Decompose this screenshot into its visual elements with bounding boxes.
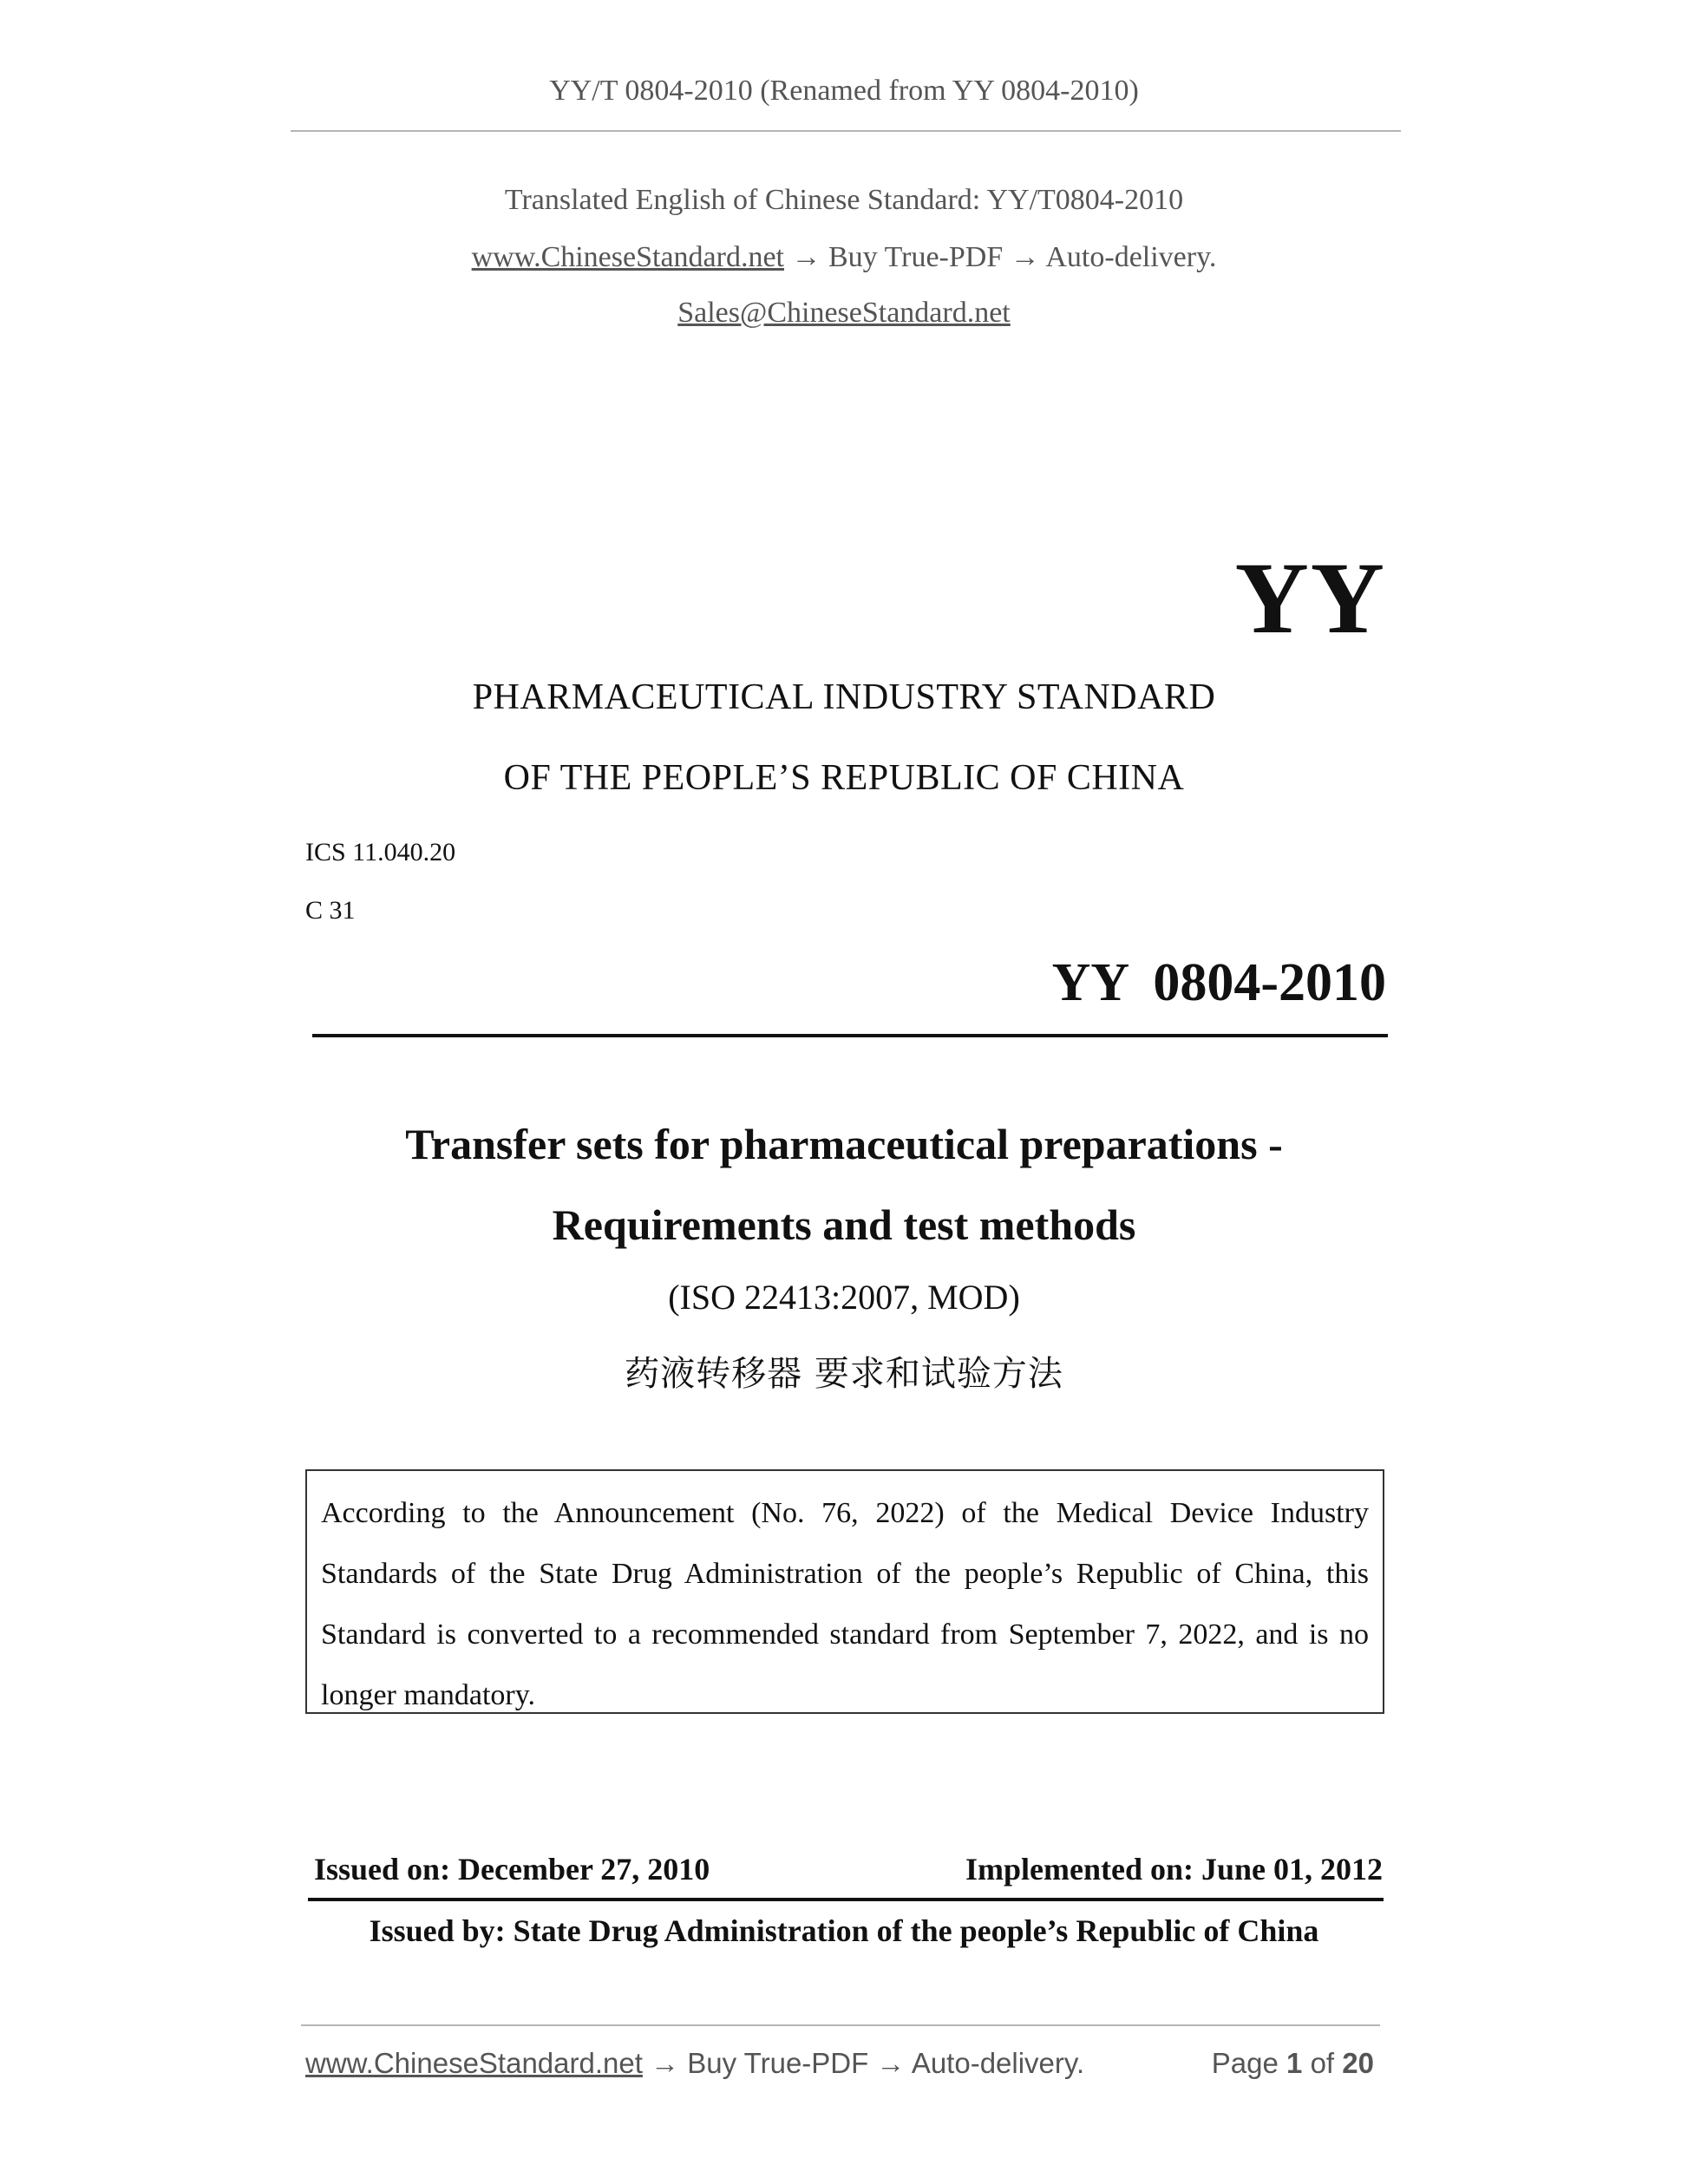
page-number: 1 (1286, 2047, 1303, 2079)
org-title-line-2: OF THE PEOPLE’S REPUBLIC OF CHINA (503, 758, 1185, 798)
buy-text: → Buy True-PDF → Auto-delivery. (791, 241, 1217, 273)
footer-divider (301, 2024, 1380, 2026)
notice-box (305, 1469, 1384, 1714)
issued-on: Issued on: December 27, 2010 (314, 1852, 710, 1886)
footer-purchase-line (305, 2047, 1084, 2080)
running-header: YY/T 0804-2010 (Renamed from YY 0804-2010) (549, 75, 1139, 107)
total-pages: 20 (1342, 2047, 1374, 2079)
issue-rule (308, 1898, 1384, 1901)
site-link[interactable]: www.ChineseStandard.net (471, 241, 784, 273)
ccs-code: C 31 (305, 896, 356, 925)
title-en-line-2: Requirements and test methods (552, 1200, 1136, 1249)
standard-number-rule (312, 1034, 1388, 1037)
page-indicator (1212, 2047, 1374, 2080)
sales-email-link[interactable]: Sales@ChineseStandard.net (677, 297, 1011, 329)
translated-line: Translated English of Chinese Standard: YY/T0804-2010 (504, 184, 1184, 216)
sales-line (0, 297, 1688, 330)
org-title-line-1: PHARMACEUTICAL INDUSTRY STANDARD (472, 677, 1216, 717)
issued-by: Issued by: State Drug Administration of the people’s Republic of China (369, 1913, 1319, 1948)
standard-mark: YY (1234, 541, 1386, 655)
title-en-line-1: Transfer sets for pharmaceutical preparations - (405, 1120, 1283, 1168)
page-label: Page (1211, 2047, 1279, 2079)
of-label: of (1310, 2047, 1335, 2079)
iso-reference: (ISO 22413:2007, MOD) (668, 1278, 1020, 1317)
title-chinese: 药液转移器 要求和试验方法 (625, 1354, 1063, 1394)
ics-code: ICS 11.040.20 (305, 838, 456, 866)
notice-text: According to the Announcement (No. 76, 2022) of the Medical Device Industry Standards of the State Drug Administration of the people’s Republic of China, this Standard is converted to a recommended standard from September 7, 2022, and is no longer mandatory. (321, 1497, 1369, 1711)
purchase-line (0, 241, 1688, 274)
standard-number: YY 0804-2010 (1051, 953, 1386, 1012)
header-divider (291, 130, 1401, 132)
implemented-on: Implemented on: June 01, 2012 (965, 1852, 1383, 1886)
footer-buy-text: → Buy True-PDF → Auto-delivery. (651, 2047, 1085, 2079)
footer-site-link[interactable]: www.ChineseStandard.net (305, 2047, 643, 2079)
